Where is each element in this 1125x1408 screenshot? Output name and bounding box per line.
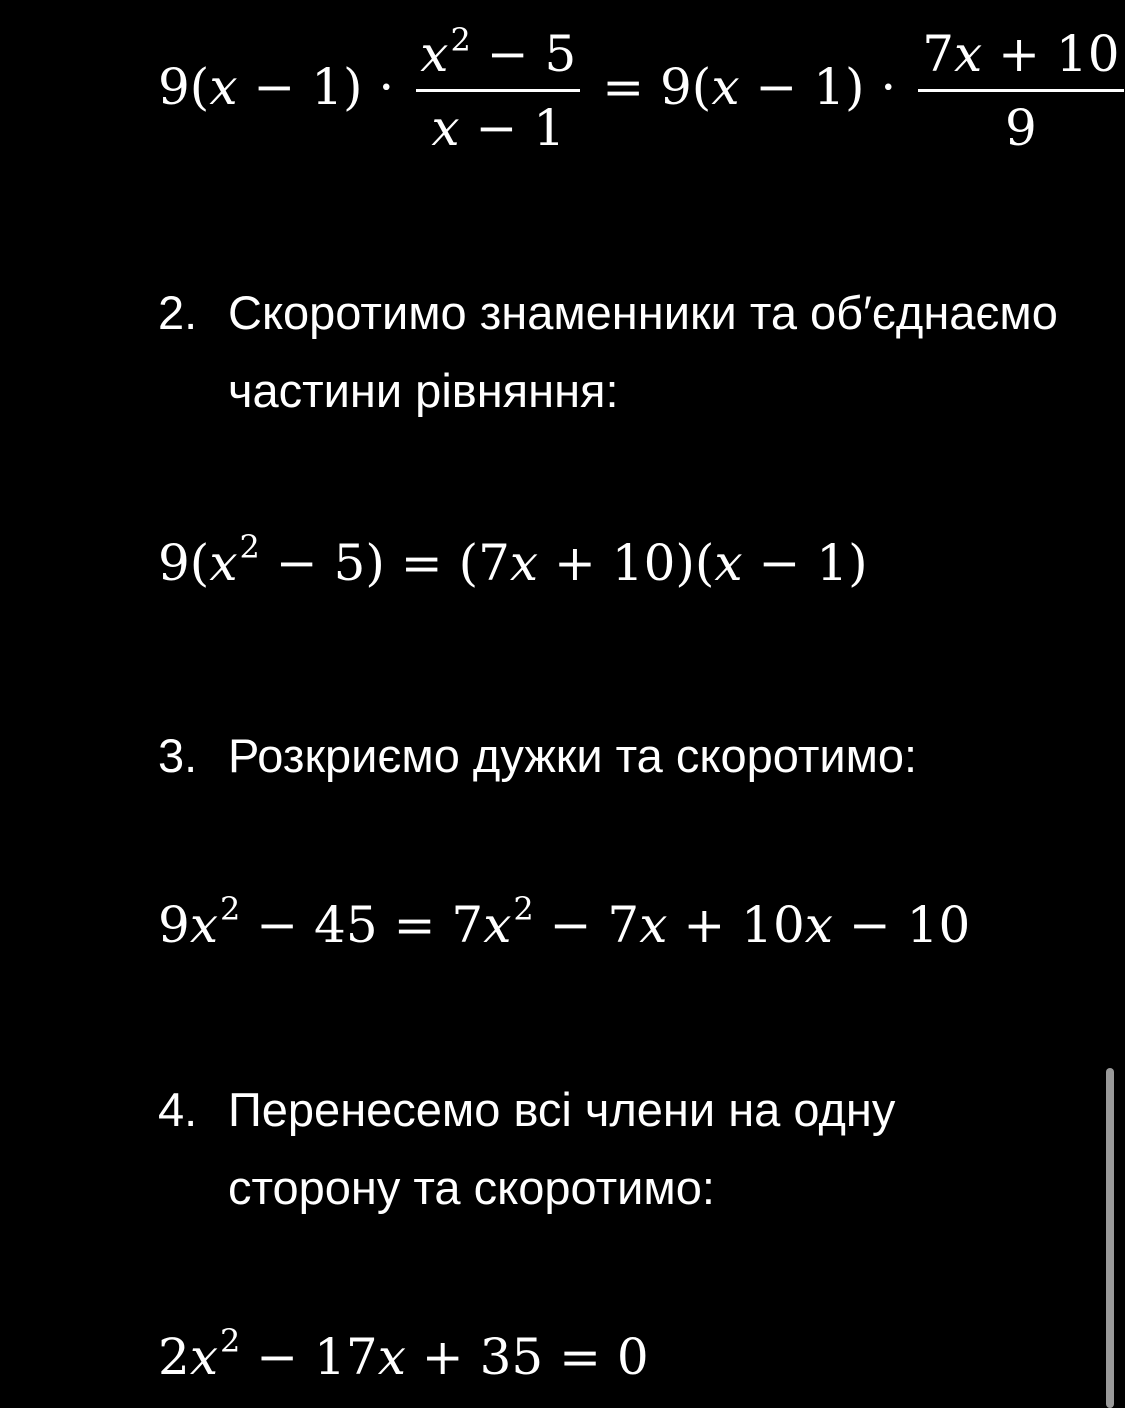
fraction-left [416,21,580,157]
step-3 [158,717,1058,795]
step-number: 2. [158,286,198,339]
fraction-bar [918,89,1123,92]
step-text: Скоротимо знаменники та об′єднаємо частини рівняння: [228,286,1058,417]
equation-fraction-step [158,21,1125,157]
equation-expanded-product: $9(x^2 - 5) = (7x + 10)(x - 1)$ [158,528,868,592]
step-text: Розкриємо дужки та скоротимо: [228,729,918,782]
step-number: 4. [158,1083,198,1136]
equation-left-factor: 9(x − 1) · [158,58,395,116]
fraction-left-numerator: $x^2 - 5$ [420,21,577,83]
fraction-right [918,25,1123,157]
step-4 [158,1071,1058,1227]
fraction-right-denominator: 9 [1004,98,1037,157]
step-number: 3. [158,729,198,782]
fraction-left-denominator: x − 1 [431,98,566,157]
equation-equals-right-factor: = 9(x − 1) · [602,58,897,116]
step-text: Перенесемо всі члени на одну сторону та скоротимо: [228,1083,896,1214]
equation-quadratic: $2x^2 - 17x + 35 = 0$ [158,1322,649,1386]
equation-opened-brackets: $9x^2 - 45 = 7x^2 - 7x + 10x - 10$ [158,890,971,954]
vertical-scrollbar[interactable] [1106,1068,1114,1408]
fraction-bar [416,89,580,92]
fraction-right-numerator: 7x + 10 [922,25,1120,83]
step-2 [158,274,1058,430]
